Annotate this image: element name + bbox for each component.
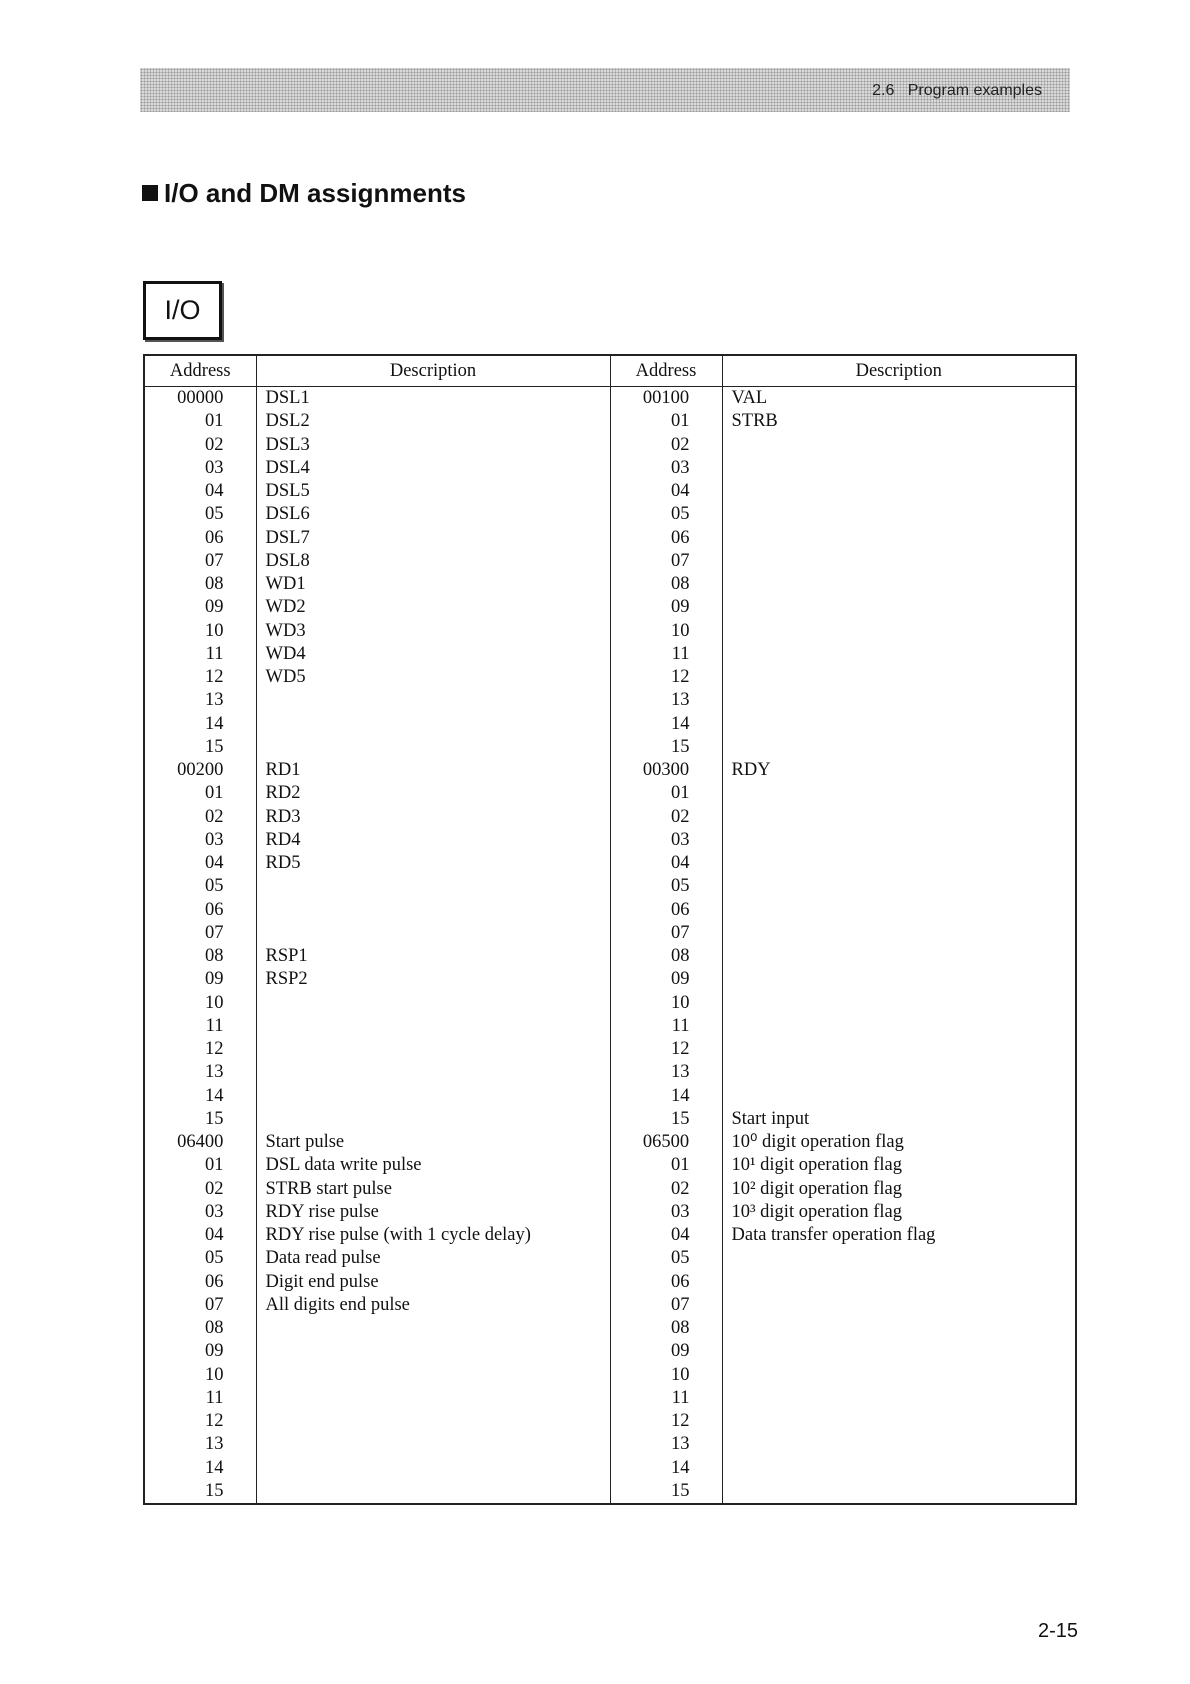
description-text: WD5 xyxy=(265,667,306,687)
bit-number: 15 xyxy=(671,1480,690,1501)
description-text xyxy=(723,1015,1076,1038)
description-text xyxy=(723,899,1076,922)
description-text xyxy=(723,527,1076,550)
bit-number: 04 xyxy=(671,481,690,501)
bit-number: 02 xyxy=(671,806,690,827)
bit-number: 14 xyxy=(671,1085,690,1106)
description-text: All digits end pulse xyxy=(265,1294,410,1315)
bit-number: 10 xyxy=(205,620,224,641)
description-text xyxy=(257,1038,610,1061)
description-text xyxy=(723,945,1076,968)
description-text xyxy=(723,922,1076,945)
bit-number: 03 xyxy=(205,829,224,850)
bit-number: 06 xyxy=(205,527,224,548)
description-text xyxy=(723,1061,1076,1084)
bit-number: 08 xyxy=(671,574,690,594)
bit-number: 07 xyxy=(671,550,690,571)
bit-number: 10 xyxy=(671,1364,690,1385)
description-text xyxy=(257,736,610,759)
bit-number: 08 xyxy=(205,1318,224,1338)
description-text xyxy=(723,806,1076,829)
right-description-cell xyxy=(722,1131,1076,1504)
description-text: Digit end pulse xyxy=(265,1271,379,1292)
description-text: DSL2 xyxy=(265,411,310,432)
description-text xyxy=(723,503,1076,526)
bit-number: 14 xyxy=(205,1085,224,1106)
bit-number: 10 xyxy=(671,992,690,1013)
bit-number: 12 xyxy=(671,1411,690,1431)
description-text xyxy=(723,1085,1076,1108)
bit-number: 13 xyxy=(671,690,690,711)
bit-number: 14 xyxy=(671,1457,690,1478)
bit-number: 04 xyxy=(671,1225,690,1245)
description-text xyxy=(257,899,610,922)
description-text: RSP1 xyxy=(265,946,308,966)
bit-number: 03 xyxy=(671,457,690,478)
bit-number: 12 xyxy=(671,1039,690,1059)
description-text xyxy=(723,875,1076,898)
description-text xyxy=(257,1364,610,1387)
description-text xyxy=(723,852,1076,875)
bit-number: 05 xyxy=(671,1248,690,1269)
bit-number: 15 xyxy=(205,1480,224,1501)
description-text xyxy=(723,736,1076,759)
right-address-cell xyxy=(610,1131,722,1504)
description-text xyxy=(723,457,1076,480)
left-address-cell xyxy=(144,387,256,760)
bit-number: 04 xyxy=(205,853,224,873)
description-text: WD1 xyxy=(265,574,306,594)
description-text: STRB start pulse xyxy=(265,1178,392,1199)
column-header: Address xyxy=(144,355,256,387)
bit-number: 01 xyxy=(205,783,224,804)
bit-number: 05 xyxy=(671,876,690,897)
bit-number: 05 xyxy=(205,876,224,897)
description-text: 10³ digit operation flag xyxy=(731,1201,902,1222)
bit-number: 08 xyxy=(671,1318,690,1338)
description-text xyxy=(723,992,1076,1015)
description-text xyxy=(723,968,1076,991)
description-text: RD1 xyxy=(265,760,301,780)
description-text xyxy=(257,1433,610,1456)
left-address-cell xyxy=(144,759,256,1131)
description-text: Start pulse xyxy=(265,1132,345,1152)
bit-number: 01 xyxy=(671,783,690,804)
bit-number: 09 xyxy=(205,969,224,990)
description-text xyxy=(257,713,610,736)
bit-number: 11 xyxy=(205,1015,224,1036)
bit-number: 06 xyxy=(671,899,690,920)
bit-number: 05 xyxy=(205,1248,224,1269)
bit-number: 07 xyxy=(671,922,690,943)
bit-number: 12 xyxy=(205,667,224,687)
description-text xyxy=(257,922,610,945)
bit-number: 01 xyxy=(671,1155,690,1176)
bit-number: 08 xyxy=(205,574,224,594)
bit-number: 01 xyxy=(205,411,224,432)
bit-number: 02 xyxy=(205,434,224,455)
bit-number: 12 xyxy=(671,667,690,687)
bit-number: 04 xyxy=(205,481,224,501)
header-band xyxy=(140,68,1070,112)
bit-number: 05 xyxy=(205,504,224,525)
io-label: I/O xyxy=(164,295,201,325)
bit-number: 13 xyxy=(205,1434,224,1455)
bit-number: 10 xyxy=(205,992,224,1013)
description-text xyxy=(723,1387,1076,1410)
description-text xyxy=(723,550,1076,573)
description-text xyxy=(723,1364,1076,1387)
bit-number: 12 xyxy=(205,1039,224,1059)
column-header: Description xyxy=(722,355,1076,387)
description-text: DSL3 xyxy=(265,434,310,455)
bit-number: 02 xyxy=(205,806,224,827)
description-text xyxy=(723,434,1076,457)
address-value: 06400 xyxy=(177,1132,224,1152)
right-address-cell xyxy=(610,387,722,760)
column-header: Address xyxy=(610,355,722,387)
square-bullet-icon xyxy=(142,185,158,201)
bit-number: 15 xyxy=(671,736,690,757)
bit-number: 08 xyxy=(671,946,690,966)
table-block xyxy=(144,1131,1076,1504)
address-value: 06500 xyxy=(642,1132,690,1152)
bit-number: 07 xyxy=(205,922,224,943)
bit-number: 14 xyxy=(205,713,224,734)
description-text xyxy=(257,689,610,712)
page-number: 2-15 xyxy=(1038,1620,1079,1642)
description-text xyxy=(723,1271,1076,1294)
description-text xyxy=(723,666,1076,689)
bit-number: 07 xyxy=(205,1294,224,1315)
description-text xyxy=(723,1247,1076,1270)
page-title-text: I/O and DM assignments xyxy=(164,178,466,208)
left-description-cell xyxy=(256,1131,610,1504)
bit-number: 13 xyxy=(671,1434,690,1455)
address-value: 00100 xyxy=(642,388,690,408)
bit-number: 09 xyxy=(671,969,690,990)
description-text: RSP2 xyxy=(265,969,308,990)
description-text: RDY rise pulse (with 1 cycle delay) xyxy=(265,1225,531,1245)
bit-number: 02 xyxy=(205,1178,224,1199)
bit-number: 13 xyxy=(671,1062,690,1083)
bit-number: 03 xyxy=(205,1201,224,1222)
bit-number: 05 xyxy=(671,504,690,525)
table-header-row xyxy=(144,355,1076,387)
description-text xyxy=(257,1480,610,1503)
description-text xyxy=(257,1061,610,1084)
bit-number: 10 xyxy=(205,1364,224,1385)
address-value: 00200 xyxy=(177,760,224,780)
bit-number: 11 xyxy=(671,1387,690,1408)
bit-number: 15 xyxy=(205,1108,224,1129)
description-text: Data read pulse xyxy=(265,1248,381,1269)
description-text: DSL6 xyxy=(265,504,310,525)
description-text xyxy=(257,992,610,1015)
right-description-cell xyxy=(722,759,1076,1131)
column-header: Description xyxy=(256,355,610,387)
left-description-cell xyxy=(256,387,610,760)
description-text xyxy=(723,596,1076,619)
description-text: DSL4 xyxy=(265,457,310,478)
description-text: 10⁰ digit operation flag xyxy=(731,1132,904,1152)
description-text xyxy=(723,1410,1076,1433)
description-text: DSL7 xyxy=(265,527,310,548)
io-assignment-table xyxy=(143,354,1077,1505)
bit-number: 01 xyxy=(671,411,690,432)
address-value: 00000 xyxy=(177,388,224,408)
bit-number: 06 xyxy=(205,899,224,920)
description-text xyxy=(723,480,1076,503)
right-address-cell xyxy=(610,759,722,1131)
description-text xyxy=(723,1433,1076,1456)
bit-number: 02 xyxy=(671,434,690,455)
description-text: STRB xyxy=(731,411,778,432)
description-text xyxy=(257,1410,610,1433)
bit-number: 09 xyxy=(205,1341,224,1362)
description-text xyxy=(723,782,1076,805)
bit-number: 07 xyxy=(205,550,224,571)
bit-number: 01 xyxy=(205,1155,224,1176)
description-text xyxy=(723,1294,1076,1317)
bit-number: 13 xyxy=(205,1062,224,1083)
description-text: RD3 xyxy=(265,806,301,827)
bit-number: 06 xyxy=(205,1271,224,1292)
bit-number: 13 xyxy=(205,690,224,711)
bit-number: 15 xyxy=(671,1108,690,1129)
bit-number: 09 xyxy=(671,597,690,618)
left-address-cell xyxy=(144,1131,256,1504)
description-text: WD2 xyxy=(265,597,306,618)
description-text: RD5 xyxy=(265,853,301,873)
description-text xyxy=(723,573,1076,596)
description-text: Data transfer operation flag xyxy=(731,1225,936,1245)
page-title xyxy=(142,178,466,209)
description-text xyxy=(257,1387,610,1410)
bit-number: 03 xyxy=(671,1201,690,1222)
bit-number: 09 xyxy=(205,597,224,618)
bit-number: 03 xyxy=(205,457,224,478)
left-description-cell xyxy=(256,759,610,1131)
bit-number: 14 xyxy=(205,1457,224,1478)
description-text xyxy=(723,620,1076,643)
bit-number: 04 xyxy=(205,1225,224,1245)
description-text xyxy=(723,1457,1076,1480)
io-label-box xyxy=(143,281,222,340)
address-value: 00300 xyxy=(642,760,690,780)
bit-number: 06 xyxy=(671,527,690,548)
bit-number: 11 xyxy=(671,643,690,664)
description-text xyxy=(257,1340,610,1363)
description-text: RD4 xyxy=(265,829,301,850)
bit-number: 10 xyxy=(671,620,690,641)
description-text: WD4 xyxy=(265,643,306,664)
description-text xyxy=(257,875,610,898)
description-text: DSL1 xyxy=(265,388,310,408)
description-text: Start input xyxy=(731,1108,810,1129)
description-text xyxy=(257,1085,610,1108)
description-text: DSL data write pulse xyxy=(265,1155,422,1176)
description-text xyxy=(723,689,1076,712)
bit-number: 07 xyxy=(671,1294,690,1315)
right-description-cell xyxy=(722,387,1076,760)
bit-number: 09 xyxy=(671,1341,690,1362)
bit-number: 11 xyxy=(205,643,224,664)
bit-number: 15 xyxy=(205,736,224,757)
description-text xyxy=(723,1340,1076,1363)
description-text xyxy=(723,1317,1076,1340)
description-text xyxy=(257,1317,610,1340)
description-text: RD2 xyxy=(265,783,301,804)
bit-number: 14 xyxy=(671,713,690,734)
bit-number: 06 xyxy=(671,1271,690,1292)
bit-number: 11 xyxy=(205,1387,224,1408)
bit-number: 12 xyxy=(205,1411,224,1431)
section-label: 2.6 Program examples xyxy=(872,82,1042,99)
description-text: DSL8 xyxy=(265,550,310,571)
description-text xyxy=(723,1038,1076,1061)
description-text: VAL xyxy=(731,388,768,408)
table-block xyxy=(144,387,1076,760)
bit-number: 04 xyxy=(671,853,690,873)
description-text xyxy=(723,643,1076,666)
description-text: WD3 xyxy=(265,620,306,641)
description-text xyxy=(723,829,1076,852)
description-text: DSL5 xyxy=(265,481,310,501)
description-text xyxy=(723,1480,1076,1503)
bit-number: 08 xyxy=(205,946,224,966)
description-text xyxy=(723,713,1076,736)
bit-number: 03 xyxy=(671,829,690,850)
description-text: 10² digit operation flag xyxy=(731,1178,902,1199)
description-text: RDY xyxy=(731,760,771,780)
bit-number: 11 xyxy=(671,1015,690,1036)
table-block xyxy=(144,759,1076,1131)
description-text: RDY rise pulse xyxy=(265,1201,379,1222)
description-text xyxy=(257,1457,610,1480)
description-text xyxy=(257,1108,610,1131)
description-text: 10¹ digit operation flag xyxy=(731,1155,902,1176)
bit-number: 02 xyxy=(671,1178,690,1199)
description-text xyxy=(257,1015,610,1038)
